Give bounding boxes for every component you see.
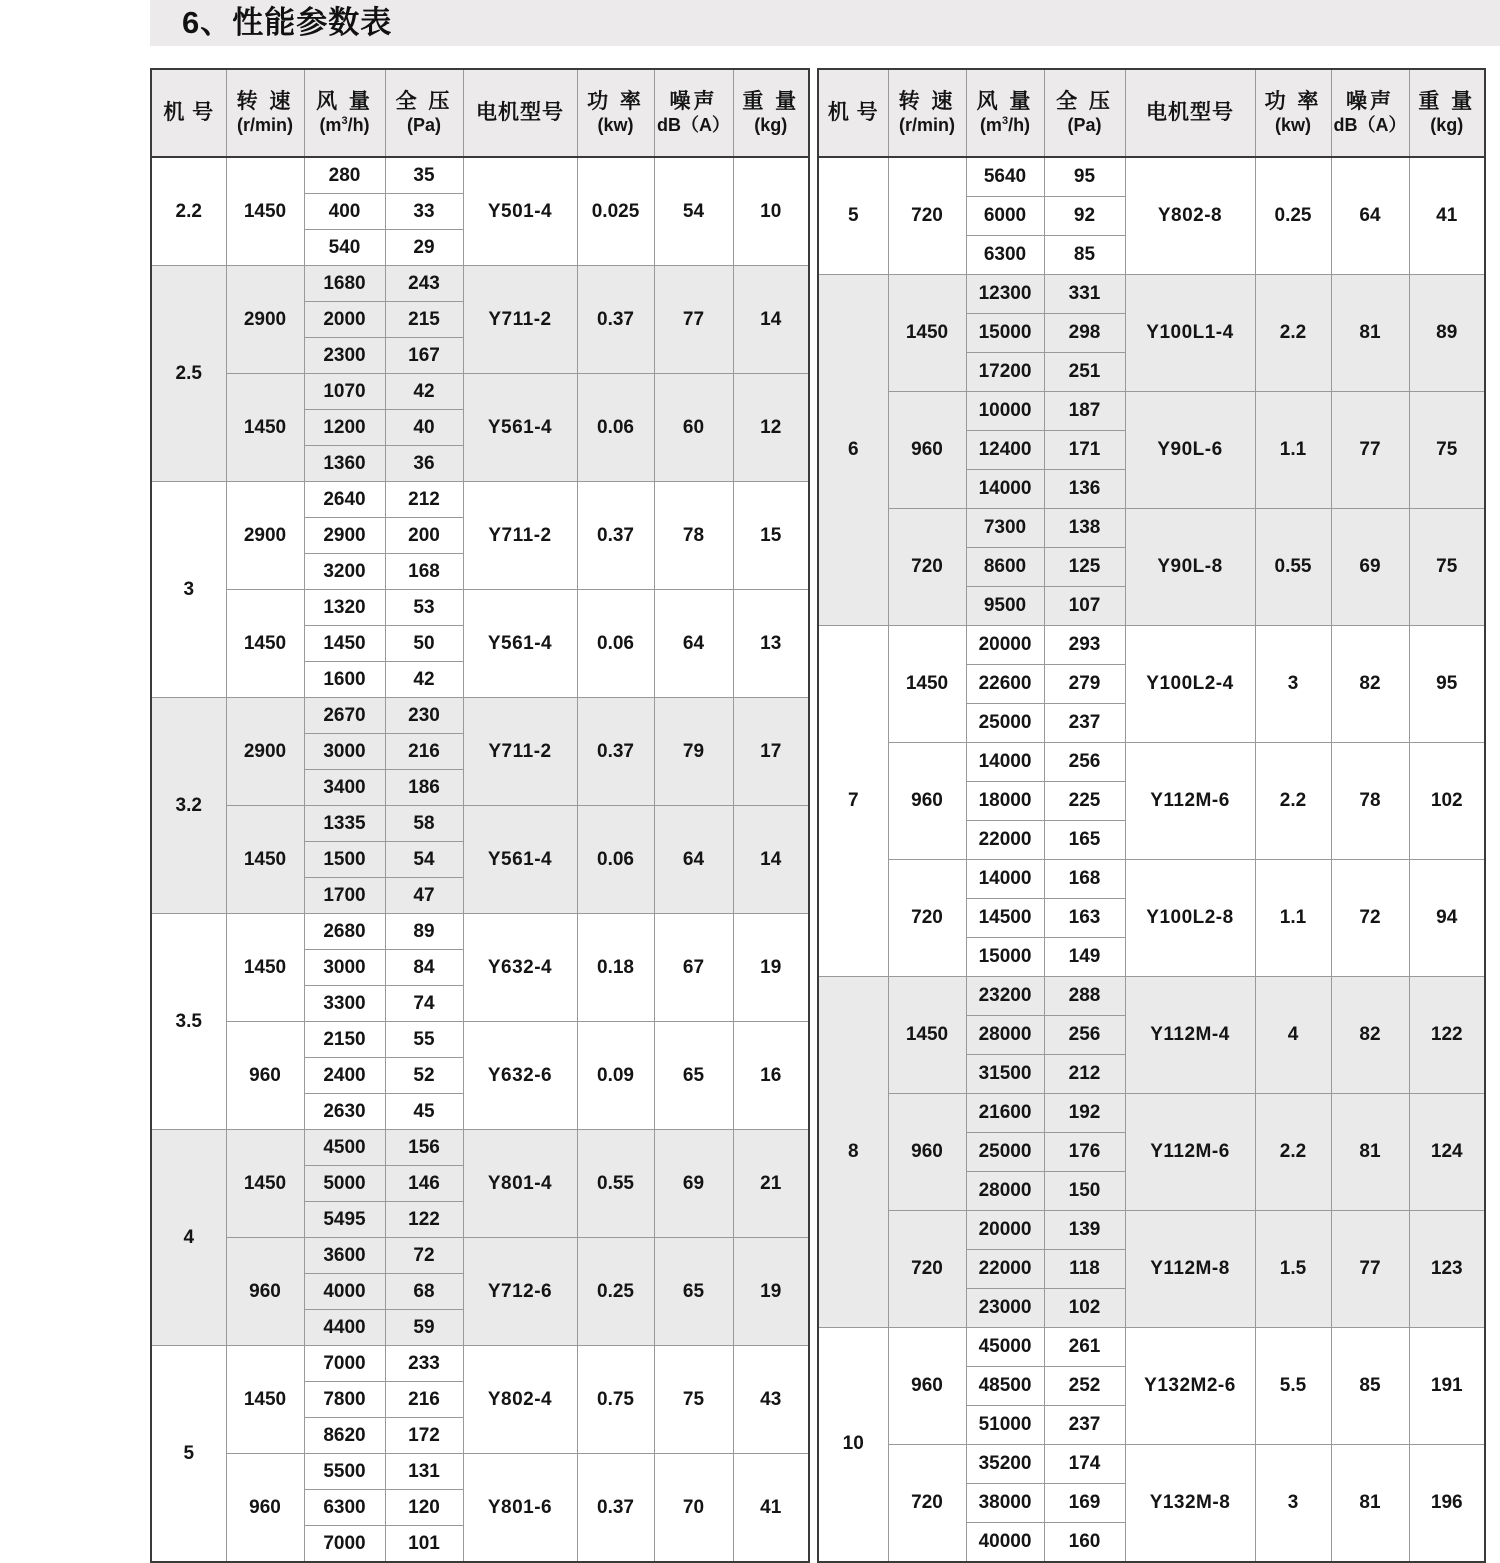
table-row: 1500 54	[151, 842, 809, 878]
table-row: 6300 120	[151, 1490, 809, 1526]
table-body-left	[151, 157, 809, 1562]
table-row: 3000 84	[151, 950, 809, 986]
table-row: 5 1450 7000 233 Y802-4 0.75 75 43	[151, 1346, 809, 1382]
table-row: 14000 136	[818, 469, 1485, 508]
table-row: 7000 101	[151, 1526, 809, 1563]
table-row: 3000 216	[151, 734, 809, 770]
table-row: 720 35200 174 Y132M-8 3 81 196	[818, 1444, 1485, 1483]
table-row: 25000 176	[818, 1132, 1485, 1171]
table-row: 5495 122	[151, 1202, 809, 1238]
col-header-weight: 重 量 (kg)	[733, 69, 809, 157]
table-row: 2000 215	[151, 302, 809, 338]
table-row: 4 1450 4500 156 Y801-4 0.55 69 21	[151, 1130, 809, 1166]
table-row: 3200 168	[151, 554, 809, 590]
table-row: 10 960 45000 261 Y132M2-6 5.5 85 191	[818, 1327, 1485, 1366]
table-row: 1700 47	[151, 878, 809, 914]
table-row: 720 20000 139 Y112M-8 1.5 77 123	[818, 1210, 1485, 1249]
col-header-pressure: 全 压 (Pa)	[385, 69, 463, 157]
table-row: 8 1450 23200 288 Y112M-4 4 82 122	[818, 976, 1485, 1015]
table-row: 7 1450 20000 293 Y100L2-4 3 82 95	[818, 625, 1485, 664]
table-row: 540 29	[151, 230, 809, 266]
table-row: 3400 186	[151, 770, 809, 806]
header-row	[818, 69, 1485, 157]
table-header-left	[151, 69, 809, 157]
table-row: 1360 36	[151, 446, 809, 482]
table-row: 960 10000 187 Y90L-6 1.1 77 75	[818, 391, 1485, 430]
table-header-right	[818, 69, 1485, 157]
table-row: 5 720 5640 95 Y802-8 0.25 64 41	[818, 157, 1485, 197]
table-row: 31500 212	[818, 1054, 1485, 1093]
performance-table-left	[150, 68, 810, 1563]
table-row: 1450 50	[151, 626, 809, 662]
table-row: 48500 252	[818, 1366, 1485, 1405]
table-row: 38000 169	[818, 1483, 1485, 1522]
col-header-weight: 重 量 (kg)	[1409, 69, 1485, 157]
table-row: 18000 225	[818, 781, 1485, 820]
col-header-power: 功 率 (kw)	[1255, 69, 1331, 157]
col-header-pressure: 全 压 (Pa)	[1044, 69, 1125, 157]
table-row: 3.2 2900 2670 230 Y711-2 0.37 79 17	[151, 698, 809, 734]
table-row: 7800 216	[151, 1382, 809, 1418]
table-row: 14500 163	[818, 898, 1485, 937]
table-row: 6300 85	[818, 236, 1485, 275]
col-header-power: 功 率 (kw)	[577, 69, 654, 157]
table-row: 720 14000 168 Y100L2-8 1.1 72 94	[818, 859, 1485, 898]
table-row: 51000 237	[818, 1405, 1485, 1444]
table-row: 1200 40	[151, 410, 809, 446]
table-row: 1450 1320 53 Y561-4 0.06 64 13	[151, 590, 809, 626]
col-header-speed: 转 速 (r/min)	[888, 69, 966, 157]
table-row: 2.5 2900 1680 243 Y711-2 0.37 77 14	[151, 266, 809, 302]
table-row: 12400 171	[818, 430, 1485, 469]
table-row: 15000 149	[818, 937, 1485, 976]
table-row: 400 33	[151, 194, 809, 230]
table-row: 23000 102	[818, 1288, 1485, 1327]
table-row: 22000 118	[818, 1249, 1485, 1288]
col-header-flow: 风 量 $(m^3/h)$	[966, 69, 1044, 157]
table-row: 720 7300 138 Y90L-8 0.55 69 75	[818, 508, 1485, 547]
table-row: 5000 146	[151, 1166, 809, 1202]
header-row	[151, 69, 809, 157]
table-row: 15000 298	[818, 313, 1485, 352]
table-row: 960 3600 72 Y712-6 0.25 65 19	[151, 1238, 809, 1274]
table-row: 960 5500 131 Y801-6 0.37 70 41	[151, 1454, 809, 1490]
table-row: 960 2150 55 Y632-6 0.09 65 16	[151, 1022, 809, 1058]
table-row: 8620 172	[151, 1418, 809, 1454]
flow-unit: $(m^3/h)$	[979, 114, 1031, 135]
table-row: 8600 125	[818, 547, 1485, 586]
table-row: 28000 256	[818, 1015, 1485, 1054]
col-header-machine: 机 号	[818, 69, 888, 157]
table-row: 1600 42	[151, 662, 809, 698]
col-header-speed: 转 速 (r/min)	[226, 69, 304, 157]
col-header-motor: 电机型号	[1125, 69, 1255, 157]
table-row: 4400 59	[151, 1310, 809, 1346]
table-row: 2900 200	[151, 518, 809, 554]
col-header-motor: 电机型号	[463, 69, 577, 157]
table-row: 22000 165	[818, 820, 1485, 859]
table-row: 1450 1070 42 Y561-4 0.06 60 12	[151, 374, 809, 410]
table-row: 9500 107	[818, 586, 1485, 625]
flow-unit: $(m^3/h)$	[319, 114, 370, 135]
table-row: 2.2 1450 280 35 Y501-4 0.025 54 10	[151, 157, 809, 194]
table-row: 25000 237	[818, 703, 1485, 742]
table-row: 960 21600 192 Y112M-6 2.2 81 124	[818, 1093, 1485, 1132]
table-row: 17200 251	[818, 352, 1485, 391]
table-row: 6 1450 12300 331 Y100L1-4 2.2 81 89	[818, 275, 1485, 314]
table-body-right	[818, 157, 1485, 1562]
table-row: 2300 167	[151, 338, 809, 374]
table-row: 28000 150	[818, 1171, 1485, 1210]
table-row: 2630 45	[151, 1094, 809, 1130]
table-row: 2400 52	[151, 1058, 809, 1094]
performance-tables	[150, 68, 1490, 1563]
col-header-machine: 机 号	[151, 69, 226, 157]
table-row: 4000 68	[151, 1274, 809, 1310]
col-header-noise: 噪声 dB（A）	[654, 69, 733, 157]
table-row: 3.5 1450 2680 89 Y632-4 0.18 67 19	[151, 914, 809, 950]
table-row: 960 14000 256 Y112M-6 2.2 78 102	[818, 742, 1485, 781]
table-row: 1450 1335 58 Y561-4 0.06 64 14	[151, 806, 809, 842]
table-row: 3 2900 2640 212 Y711-2 0.37 78 15	[151, 482, 809, 518]
col-header-noise: 噪声 dB（A）	[1331, 69, 1409, 157]
col-header-flow: 风 量 $(m^3/h)$	[304, 69, 385, 157]
table-row: 3300 74	[151, 986, 809, 1022]
page-title: 6、性能参数表	[182, 5, 393, 40]
performance-table-right	[817, 68, 1486, 1563]
table-row: 22600 279	[818, 664, 1485, 703]
table-row: 40000 160	[818, 1522, 1485, 1562]
table-row: 6000 92	[818, 197, 1485, 236]
